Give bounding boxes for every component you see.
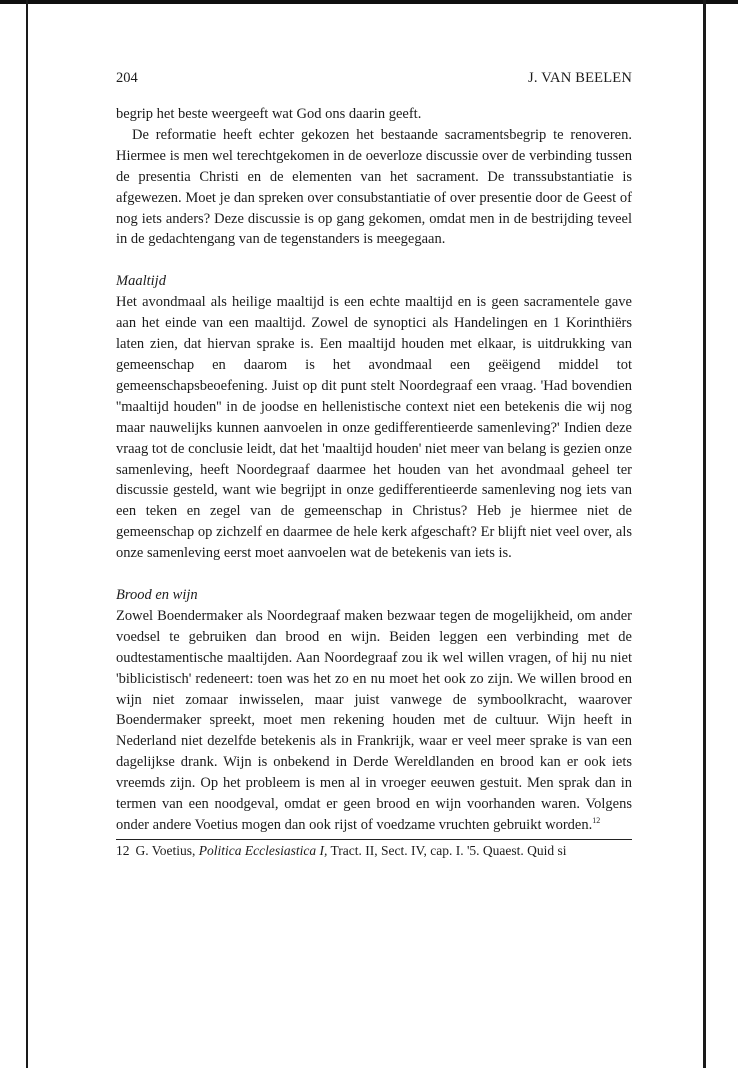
page-number: 204 [116, 70, 138, 86]
section-heading-brood-en-wijn: Brood en wijn [116, 587, 198, 604]
page-body [116, 104, 632, 860]
page-header [116, 70, 632, 90]
footnote [116, 840, 632, 860]
footnote-citation: Tract. II, Sect. IV, cap. I. '5. Quaest. Quid si [330, 842, 567, 858]
paragraph-brood-en-wijn [116, 606, 632, 836]
page-frame-top [0, 0, 738, 4]
footnote-title: Politica Ecclesiastica I, [198, 842, 328, 858]
paragraph-brood-text: Zowel Boendermaker als Noordegraaf maken bezwaar tegen de mogelijkheid, om ander voedsel te gebruiken dan brood en wijn. Beiden leggen een verbinding met de oudtestamentische maaltijden. Aan Noordegraaf zou ik wel willen vragen, of hij nu niet 'biblicistisch' redeneert: toen was het zo en nu moet het ook zo zijn. We willen brood en wijn niet zomaar inwisselen, maar juist vanwege de symboolkracht, waarover Boendermaker spreekt, moet men rekening houden met de cultuur. Wijn heeft in Nederland niet dezelfde betekenis als in Frankrijk, waar er veel meer sprake is van een dagelijkse drank. Wijn is onbekend in Derde Wereldlanden en brood kan er ook iets vreemds zijn. Op het probleem is men al in vroeger eeuwen gestuit. Men sprak dan in termen van een noodgeval, omdat er geen brood en wijn voorhanden waren. Volgens onder andere Voetius mogen dan ook rijst of voedzame vruchten gebruikt worden. [116, 607, 632, 833]
running-head: J. VAN BEELEN [528, 70, 632, 86]
footnote-number: 12 [116, 842, 130, 858]
paragraph-reformation: De reformatie heeft echter gekozen het bestaande sacramentsbegrip te renoveren. Hiermee is men wel terechtgekomen in de oeverloze discussie over de verbinding tussen de presentia Christi en de elementen van het sacrament. De transsubstantiatie is afgewezen. Moet je dan spreken over consubstantiatie of over presentie door de Geest of nog iets anders? Deze discussie is op gang gekomen, omdat men in de bestrijding teveel in de gedachtengang van de tegenstanders is meegegaan. [116, 126, 632, 248]
footnote-reference[interactable]: 12 [592, 816, 601, 826]
paragraph-maaltijd: Het avondmaal als heilige maaltijd is een echte maaltijd en is geen sacramentele gave aan het einde van een maaltijd. Zowel de synoptici als Handelingen en 1 Korinthiërs laten zien, dat hiervan sprake is. Een maaltijd houden met elkaar, is uitdrukking van gemeenschap en daarom is het avondmaal een geëigend middel tot gemeenschapsbeoefening. Juist op dit punt stelt Noordegraaf een vraag. 'Had bovendien ''maaltijd houden'' in de joodse en hellenistische context niet een betekenis die wij nog maar nauwelijks kunnen aanvoelen in onze gedifferentieerde samenleving?' Indien deze vraag tot de conclusie leidt, dat het 'maaltijd houden' niet meer van belang is gezien onze samenleving, heeft Noordegraaf daarmee het houden van het avondmaal geheel ter discussie gesteld, want wie begrijpt in onze gedifferentieerde samenleving nog iets van een teken en zegel van de gemeenschap in Christus? Heb je hiermee niet de gemeenschap op zichzelf en daarmee de hele kerk afgeschaft? Er blijft niet veel over, als onze samenleving eerst moet aanvoelen wat de betekenis van iets is. [116, 294, 632, 562]
page-frame-left [26, 0, 28, 1068]
page-frame-right [703, 0, 706, 1068]
footnote-author: G. Voetius, [135, 842, 196, 858]
section-heading-maaltijd: Maaltijd [116, 273, 166, 290]
paragraph-intro-continuation: begrip het beste weergeeft wat God ons daarin geeft. [116, 106, 422, 122]
